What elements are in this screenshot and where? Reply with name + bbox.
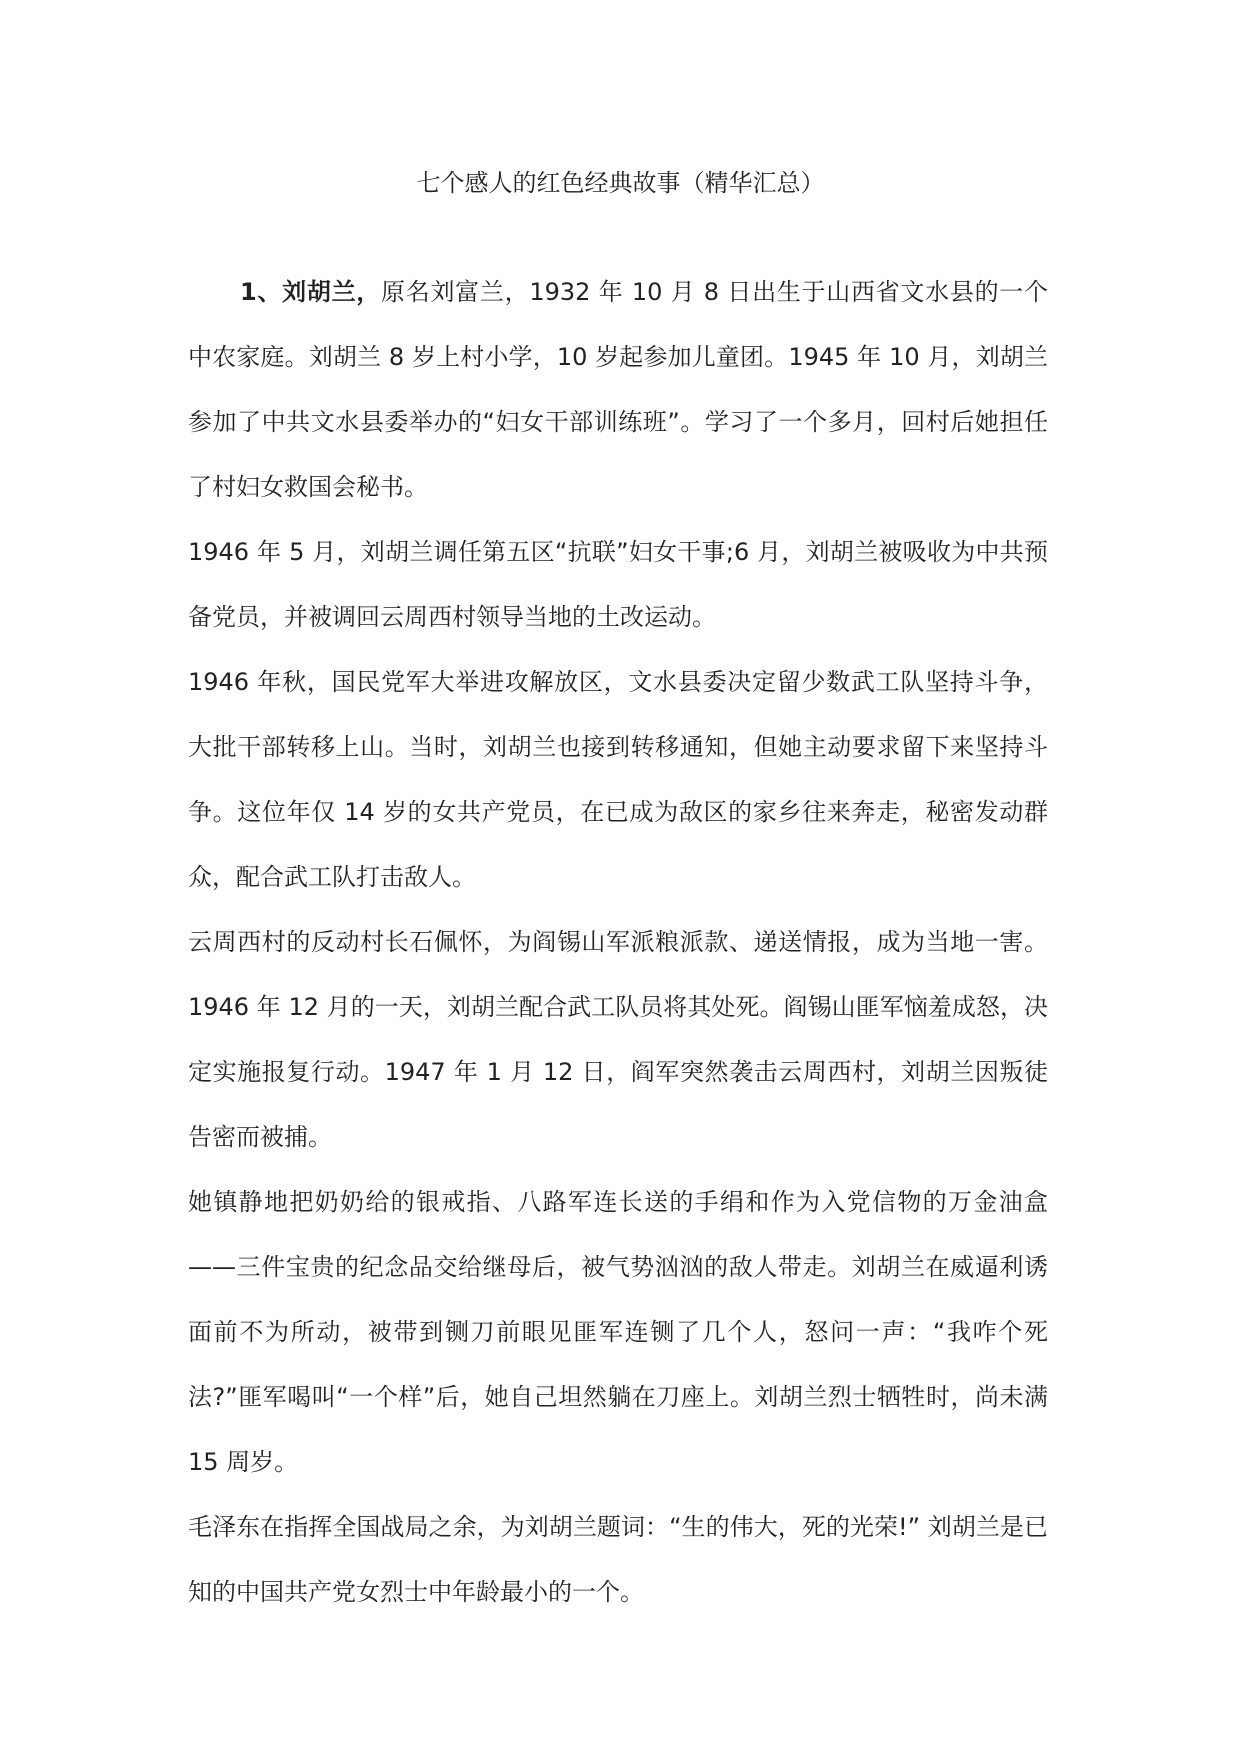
document-body bbox=[188, 260, 1048, 1625]
paragraph-1 bbox=[188, 260, 1048, 520]
paragraph-3: 1946 年秋，国民党军大举进攻解放区，文水县委决定留少数武工队坚持斗争，大批干部转移上山。当时，刘胡兰也接到转移通知，但她主动要求留下来坚持斗争。这位年仅 14 岁的女共产党员，在已成为敌区的家乡往来奔走，秘密发动群众，配合武工队打击敌人。 bbox=[188, 668, 1048, 891]
document-title: 七个感人的红色经典故事（精华汇总） bbox=[416, 169, 825, 197]
paragraph-5: 她镇静地把奶奶给的银戒指、八路军连长送的手绢和作为入党信物的万金油盒——三件宝贵的纪念品交给继母后，被气势汹汹的敌人带走。刘胡兰在威逼利诱面前不为所动，被带到铡刀前眼见匪军连铡了几个人，怒问一声：“我咋个死法?”匪军喝叫“一个样”后，她自己坦然躺在刀座上。刘胡兰烈士牺牲时，尚未满 15 周岁。 bbox=[188, 1188, 1048, 1476]
paragraph-1-text: 原名刘富兰，1932 年 10 月 8 日出生于山西省文水县的一个中农家庭。刘胡兰 8 岁上村小学，10 岁起参加儿童团。1945 年 10 月，刘胡兰参加了中共文水县委举办的“妇女干部训练班”。学习了一个多月，回村后她担任了村妇女救国会秘书。 bbox=[188, 278, 1049, 501]
paragraph-4: 云周西村的反动村长石佩怀，为阎锡山军派粮派款、递送情报，成为当地一害。1946 年 12 月的一天，刘胡兰配合武工队员将其处死。阎锡山匪军恼羞成怒，决定实施报复行动。1947 年 1 月 12 日，阎军突然袭击云周西村，刘胡兰因叛徒告密而被捕。 bbox=[188, 928, 1048, 1151]
paragraph-1-lead: 1、刘胡兰， bbox=[240, 278, 382, 306]
paragraph-6: 毛泽东在指挥全国战局之余，为刘胡兰题词：“生的伟大，死的光荣!” 刘胡兰是已知的中国共产党女烈士中年龄最小的一个。 bbox=[188, 1513, 1048, 1606]
paragraph-2: 1946 年 5 月，刘胡兰调任第五区“抗联”妇女干事;6 月，刘胡兰被吸收为中共预备党员，并被调回云周西村领导当地的土改运动。 bbox=[188, 538, 1048, 631]
